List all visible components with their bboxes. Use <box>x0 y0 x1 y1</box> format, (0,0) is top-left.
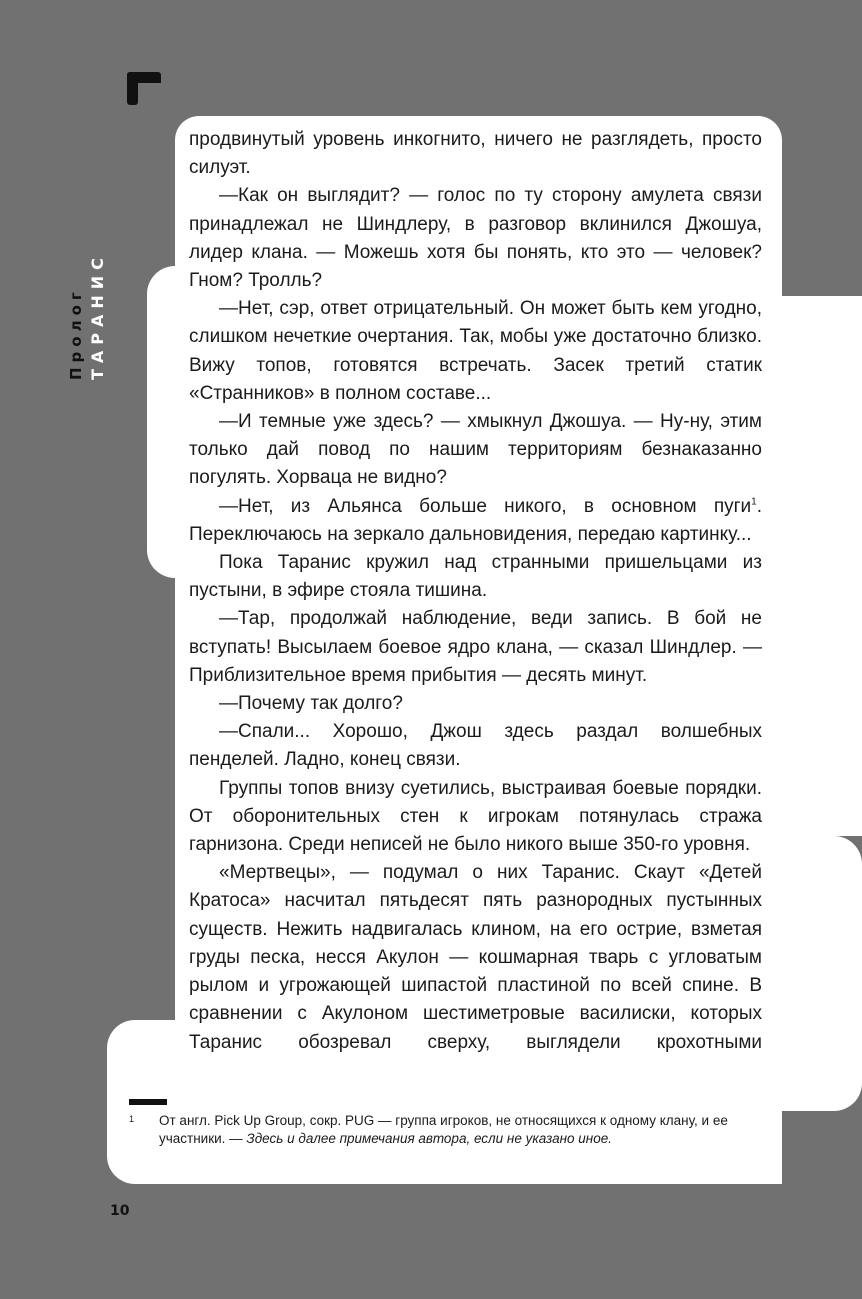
paragraph-text: —Нет, из Альянса больше никого, в основном пуги <box>219 495 752 517</box>
footnote-reference: 1 <box>751 496 757 508</box>
body-text <box>189 126 762 1057</box>
paragraph: «Мертвецы», — подумал о них Таранис. Скаут «Детей Кратоса» насчитал пятьдесят пять разнородных пустынных существ. Нежить надвигалась клином, на его острие, взметая груды песка, несся Акулон — кошмарная тварь с угловатым рылом и угрожающей шипастой пластиной по всей спине. В сравнении с Акулоном шестиметровые василиски, которых Таранис обозревал сверху, выглядели крохотными <box>189 862 762 1053</box>
corner-mark <box>127 72 161 106</box>
page-number: 10 <box>110 1203 130 1219</box>
running-head-chapter: ТАРАНИС <box>87 252 107 380</box>
paragraph: продвинутый уровень инкогнито, ничего не разглядеть, просто силуэт. <box>189 129 762 179</box>
footnote-rule <box>129 1099 167 1105</box>
running-head-section: Пролог <box>66 287 85 380</box>
paragraph: Группы топов внизу суетились, выстраивая боевые порядки. От оборонительных стен к игрокам потянулась стража гарнизона. Среди неписей не было никого выше 350-го уровня. <box>189 777 762 856</box>
paragraph: —Как он выглядит? — голос по ту сторону амулета связи принадлежал не Шиндлеру, в разговор вклинился Джошуа, лидер клана. — Можешь хотя бы понять, кто это — человек? Гном? Тролль? <box>189 185 762 292</box>
paragraph: —Нет, сэр, ответ отрицательный. Он может быть кем угодно, слишком нечеткие очертания. Так, мобы уже достаточно близко. Вижу топов, готовятся встречать. Засек третий статик «Странников» в полном составе... <box>189 298 762 404</box>
paragraph-text: . Переключаюсь на зеркало дальновидения, передаю картинку... <box>189 495 762 545</box>
paragraph <box>189 493 762 549</box>
footnote-text: От англ. Pick Up Group, сокр. PUG — группа игроков, не относящихся к одному клану, и ее участники. — <box>159 1113 728 1147</box>
running-head <box>66 252 109 380</box>
footnote-italic-text: Здесь и далее примечания автора, если не указано иное. <box>246 1131 612 1147</box>
paragraph: —И темные уже здесь? — хмыкнул Джошуа. — Ну-ну, этим только дай повод по нашим территориям безнаказанно погулять. Хорваца не видно? <box>189 411 762 489</box>
paragraph: Пока Таранис кружил над странными пришельцами из пустыни, в эфире стояла тишина. <box>189 552 762 602</box>
paragraph: —Почему так долго? <box>219 693 403 715</box>
footnote-number: 1 <box>129 1114 135 1124</box>
paragraph: —Тар, продолжай наблюдение, веди запись. В бой не вступать! Высылаем боевое ядро клана, — сказал Шиндлер. — Приблизительное время прибытия — десять минут. <box>189 608 762 686</box>
footnote <box>129 1112 729 1149</box>
paragraph: —Спали... Хорошо, Джош здесь раздал волшебных пенделей. Ладно, конец связи. <box>189 721 762 771</box>
